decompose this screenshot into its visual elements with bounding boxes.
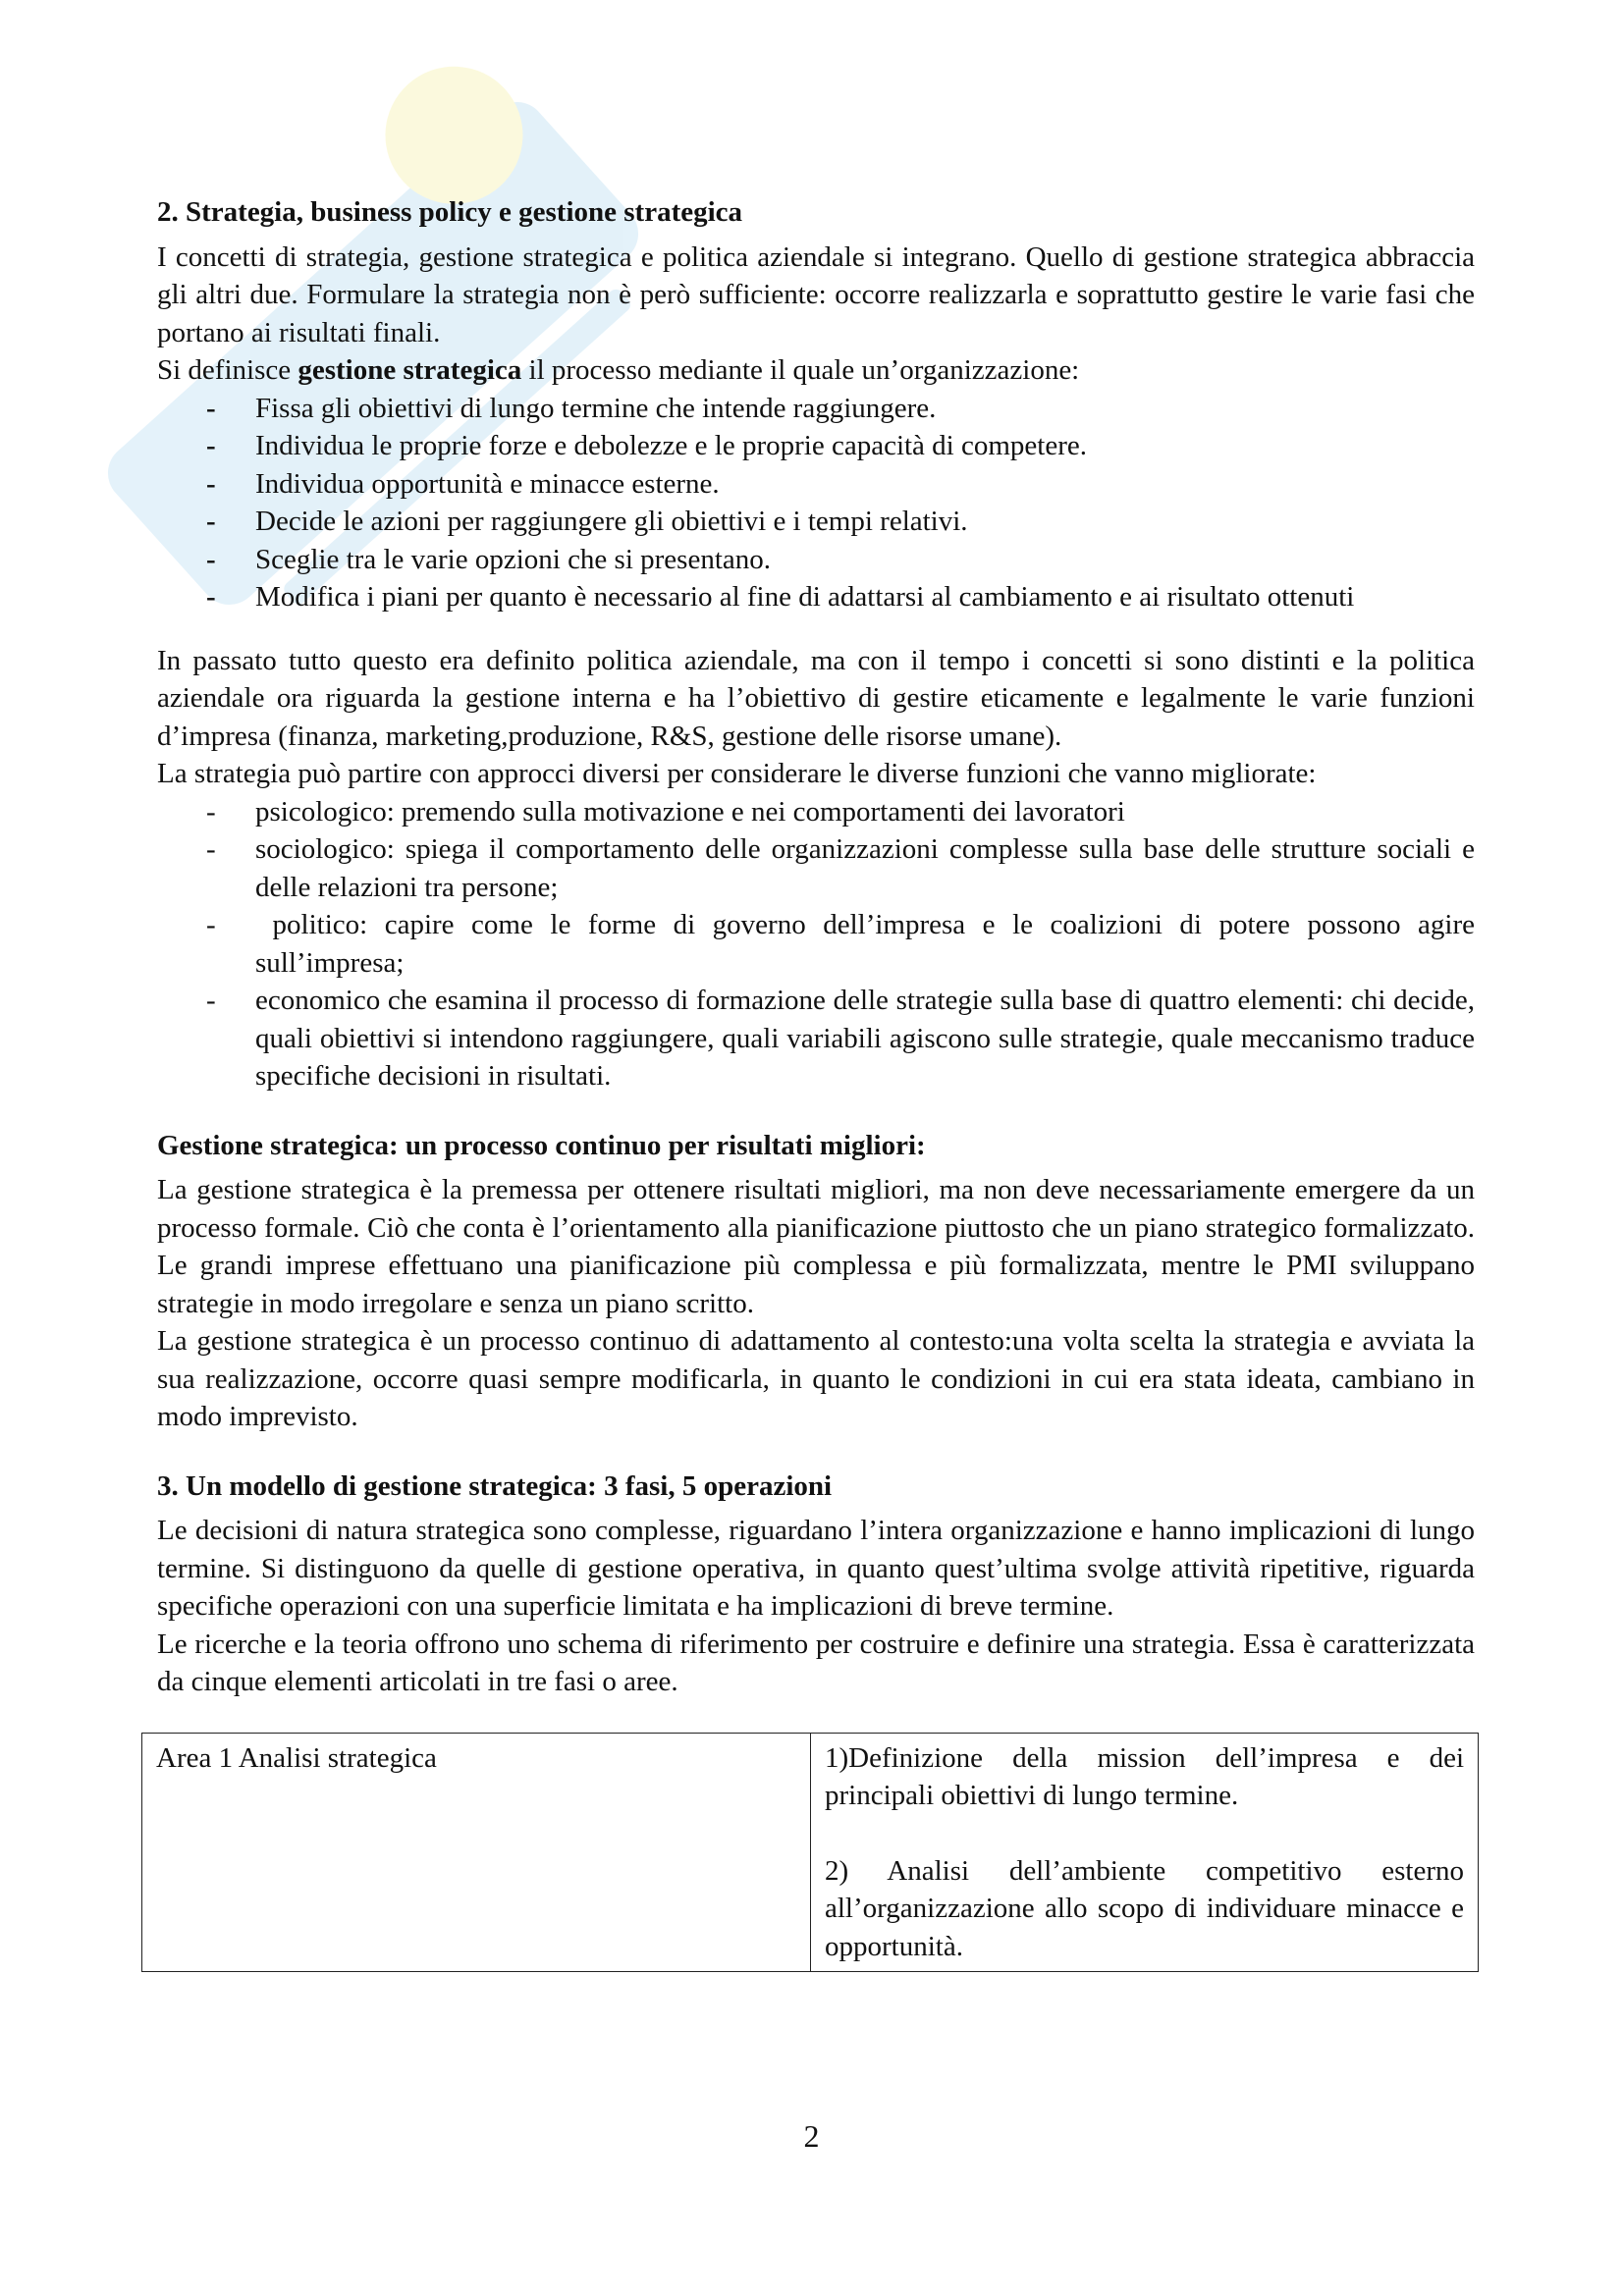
table-cell-area: Area 1 Analisi strategica: [142, 1733, 811, 1972]
section-2-intro: I concetti di strategia, gestione strategica e politica aziendale si integrano. Quello di gestione strategica abbraccia gli altri due. Formulare la strategia non è però sufficiente: occorre realizzarla e soprattutto gestire le varie fasi che portano ai risultati finali.: [157, 240, 1475, 348]
table-cell-operations: [811, 1733, 1479, 1972]
continuous-paragraph-2: La gestione strategica è un processo continuo di adattamento al contesto:una volta scelta la strategia e avviata la sua realizzazione, occorre quasi sempre modificarla, in quanto le condizioni in cui era stata ideata, cambiano in modo imprevisto.: [157, 1325, 1475, 1432]
strategic-steps-list: [157, 390, 1475, 616]
strategic-areas-table: [141, 1733, 1479, 1973]
past-paragraph: In passato tutto questo era definito politica aziendale, ma con il tempo i concetti si sono distinti e la politica aziendale ora riguarda la gestione interna e ha l’obiettivo di gestire eticamente e legalmente le varie funzioni d’impresa (finanza, marketing,produzione, R&S, gestione delle risorse umane).: [157, 644, 1475, 752]
approaches-list: [157, 793, 1483, 1095]
definition-prefix: Si definisce: [157, 354, 298, 386]
continuous-paragraph-1: La gestione strategica è la premessa per ottenere risultati migliori, ma non deve necessariamente emergere da un processo formale. Ciò che conta è l’orientamento alla pianificazione piuttosto che un piano strategico formalizzato. Le grandi imprese effettuano una pianificazione più complessa e più formalizzata, mentre le PMI sviluppano strategie in modo irregolare e senza un piano scritto.: [157, 1174, 1475, 1319]
operation-item-2: 2) Analisi dell’ambiente competitivo esterno all’organizzazione allo scopo di individuare minacce e opportunità.: [825, 1854, 1464, 1962]
definition-paragraph: [157, 351, 1475, 390]
document-page: [156, 193, 1483, 1972]
list-item: - Individua opportunità e minacce esterne.: [206, 467, 720, 500]
section-3-paragraph-2: Le ricerche e la teoria offrono uno schema di riferimento per costruire e definire una strategia. Essa è caratterizzata da cinque elementi articolati in tre fasi o aree.: [157, 1628, 1475, 1697]
list-item: - Fissa gli obiettivi di lungo termine che intende raggiungere.: [206, 392, 937, 424]
approaches-intro: La strategia può partire con approcci diversi per considerare le diverse funzioni che vanno migliorate:: [157, 758, 1317, 789]
list-item: - Individua le proprie forze e debolezze e le proprie capacità di competere.: [206, 430, 1087, 461]
page-number: 2: [803, 2118, 820, 2154]
section-3-paragraph-1: Le decisioni di natura strategica sono complesse, riguardano l’intera organizzazione e hanno implicazioni di lungo termine. Si distinguono da quelle di gestione operativa, in quanto quest’ultima svolge attività ripetitive, riguarda specifiche operazioni con una superficie limitata e ha implicazioni di breve termine.: [157, 1515, 1475, 1622]
list-item: - psicologico: premendo sulla motivazione e nei comportamenti dei lavoratori: [206, 795, 1125, 828]
list-item: - Sceglie tra le varie opzioni che si presentano.: [206, 543, 772, 575]
table-row: [142, 1733, 1479, 1972]
list-item: - economico che esamina il processo di formazione delle strategie sulla base di quattro elementi: chi decide, quali obiettivi si intendono raggiungere, quali variabili agiscono sulle strategie, quale meccanismo traduce specifiche decisioni in risultati.: [206, 985, 1475, 1092]
operation-item-1: 1)Definizione della mission dell’impresa e dei principali obiettivi di lungo termine.: [825, 1741, 1464, 1811]
list-item: - Modifica i piani per quanto è necessario al fine di adattarsi al cambiamento e ai risultato ottenuti: [206, 581, 1355, 613]
definition-term: gestione strategica: [298, 354, 522, 386]
list-item: - politico: capire come le forme di governo dell’impresa e le coalizioni di potere possono agire sull’impresa;: [206, 909, 1483, 979]
list-item: - sociologico: spiega il comportamento delle organizzazioni complesse sulla base delle strutture sociali e delle relazioni tra persone;: [206, 833, 1475, 903]
definition-suffix: il processo mediante il quale un’organizzazione:: [521, 354, 1080, 386]
section-3-title: 3. Un modello di gestione strategica: 3 fasi, 5 operazioni: [157, 1469, 833, 1502]
section-2-title: 2. Strategia, business policy e gestione strategica: [157, 196, 743, 228]
list-item: - Decide le azioni per raggiungere gli obiettivi e i tempi relativi.: [206, 506, 968, 537]
continuous-process-title: Gestione strategica: un processo continuo per risultati migliori:: [157, 1129, 926, 1161]
